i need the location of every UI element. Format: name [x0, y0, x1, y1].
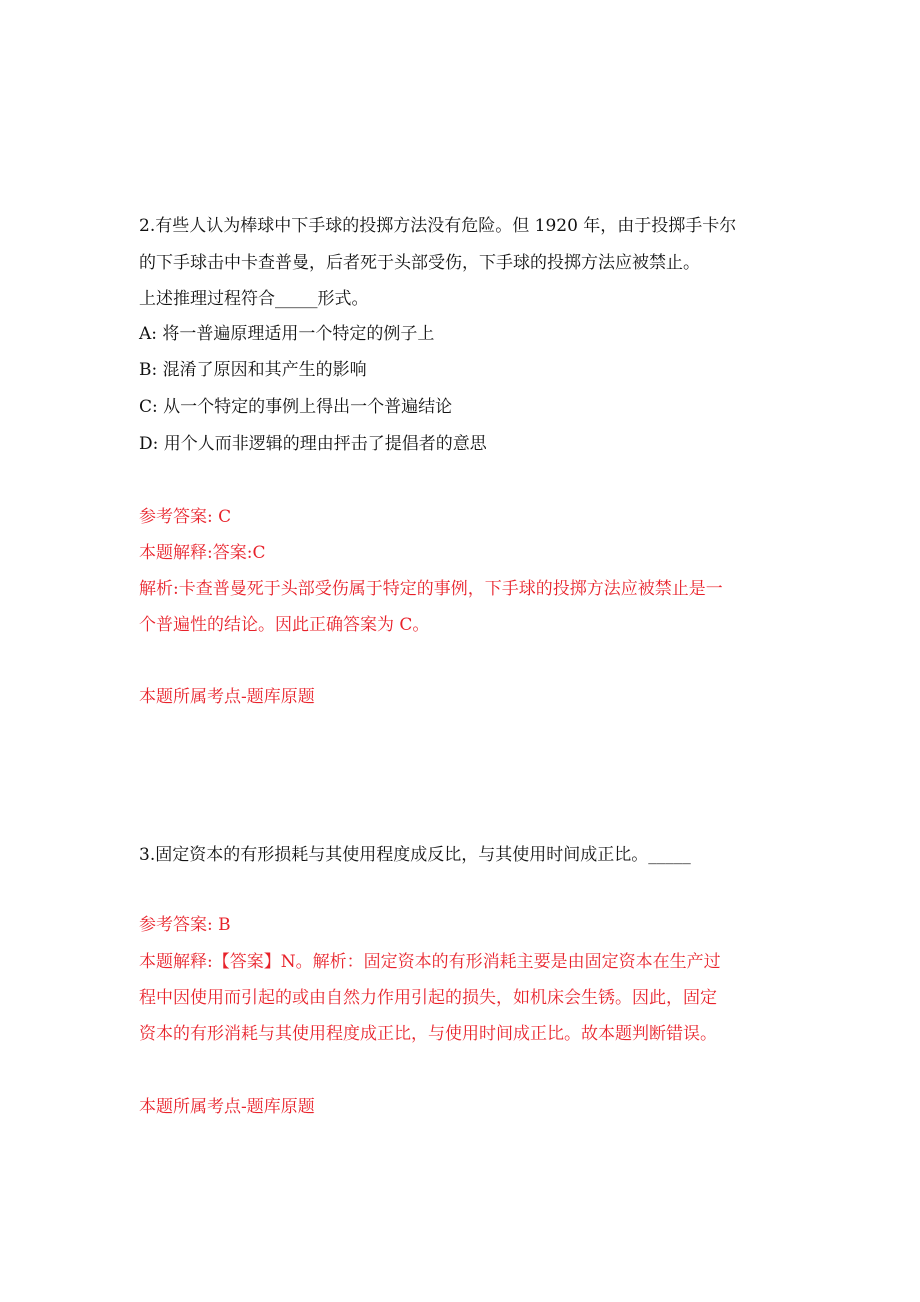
question-3-explanation-line-3: 资本的有形消耗与其使用程度成正比，与使用时间成正比。故本题判断错误。	[139, 1024, 717, 1044]
question-2-option-b: B: 混淆了原因和其产生的影响	[139, 360, 367, 380]
question-3-explanation-line-1: 本题解释:【答案】N。解析：固定资本的有形消耗主要是由固定资本在生产过	[139, 952, 721, 972]
question-3-stem-line-1: 3.固定资本的有形损耗与其使用程度成反比，与其使用时间成正比。_____	[139, 845, 691, 865]
question-2-explanation-line-1: 本题解释:答案:C	[139, 543, 266, 563]
question-2-source: 本题所属考点-题库原题	[139, 687, 315, 707]
question-3-explanation-line-2: 程中因使用而引起的或由自然力作用引起的损失，如机床会生锈。因此，固定	[139, 988, 717, 1008]
question-2-stem-line-3: 上述推理过程符合_____形式。	[139, 289, 369, 309]
question-3-source: 本题所属考点-题库原题	[139, 1097, 315, 1117]
question-3-reference-answer: 参考答案: B	[139, 915, 231, 935]
question-2-reference-answer: 参考答案: C	[139, 507, 232, 527]
question-2-stem-line-1: 2.有些人认为棒球中下手球的投掷方法没有危险。但 1920 年，由于投掷手卡尔	[139, 216, 737, 236]
question-2-explanation-line-3: 个普遍性的结论。因此正确答案为 C。	[139, 615, 430, 635]
question-2-option-d: D: 用个人而非逻辑的理由抨击了提倡者的意思	[139, 434, 487, 454]
question-2-explanation-line-2: 解析:卡查普曼死于头部受伤属于特定的事例，下手球的投掷方法应被禁止是一	[139, 579, 723, 599]
question-2-option-a: A: 将一普遍原理适用一个特定的例子上	[139, 324, 435, 344]
question-2-stem-line-2: 的下手球击中卡查普曼，后者死于头部受伤，下手球的投掷方法应被禁止。	[139, 253, 700, 273]
question-2-option-c: C: 从一个特定的事例上得出一个普遍结论	[139, 397, 453, 417]
